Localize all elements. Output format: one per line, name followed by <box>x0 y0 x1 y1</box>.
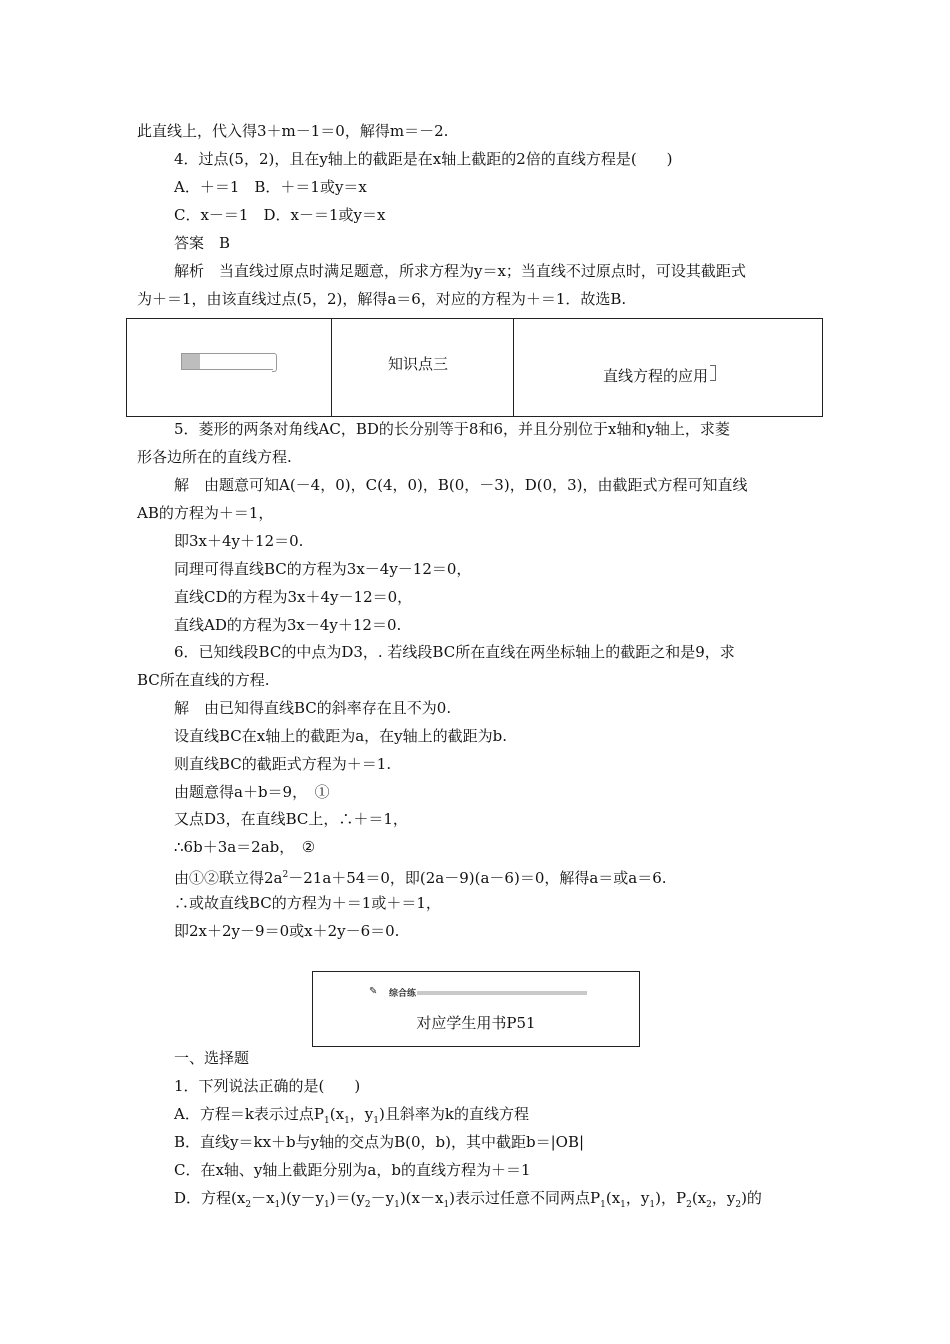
solution-6-line: 即2x＋2y－9＝0或x＋2y－6＝0. <box>174 922 400 940</box>
mc-option-b: B．直线y＝kx＋b与y轴的交点为B(0，b)，其中截距b＝|OB| <box>174 1133 585 1151</box>
table-cell-point <box>331 319 514 416</box>
bracket-icon <box>710 365 716 381</box>
solution-6-line: 又点D3，在直线BC上，∴＋＝1， <box>174 810 408 828</box>
solution-5-line: 解 由题意可知A(－4，0)，C(4，0)，B(0，－3)，D(0，3)，由截距式方程可知直线 <box>174 476 748 494</box>
practice-section-box <box>312 971 640 1047</box>
solution-5-line: 同理可得直线BC的方程为3x－4y－12＝0， <box>174 560 472 578</box>
practice-label: 综合练 <box>389 989 417 999</box>
divider <box>417 991 587 995</box>
question-6: 6．已知线段BC的中点为D3，. 若线段BC所在直线在两坐标轴上的截距之和是9，求 <box>174 643 735 661</box>
solution-6-line: 由①②联立得$2a^2-21a+54=0$，即(2a－9)(a－6)＝0，解得a＝或a＝6. <box>174 869 667 887</box>
progress-bar-icon <box>181 353 273 370</box>
solution-5-line: 即3x＋4y＋12＝0. <box>174 532 304 550</box>
question-4: 4．过点(5，2)，且在y轴上的截距是在x轴上截距的2倍的直线方程是( ) <box>174 150 673 168</box>
question-6-cont: BC所在直线的方程. <box>137 671 270 689</box>
section-heading: 一、选择题 <box>174 1049 250 1067</box>
question-5-cont: 形各边所在的直线方程. <box>137 448 292 466</box>
table-cell-icon <box>127 319 332 416</box>
question-4-answer: 答案 B <box>174 234 231 252</box>
text-line: 此直线上，代入得3＋m－1＝0，解得m＝－2. <box>137 122 449 140</box>
mc-option-a: A．方程＝k表示过点$P_1(x_1$，$y_1$)且斜率为k的直线方程 <box>174 1105 529 1126</box>
question-4-explanation-cont: 为＋＝1，由该直线过点(5，2)，解得a＝6，对应的方程为＋＝1．故选B. <box>137 290 627 308</box>
question-4-explanation: 解析 当直线过原点时满足题意，所求方程为y＝x；当直线不过原点时，可设其截距式 <box>174 262 746 280</box>
solution-6-line: 则直线BC的截距式方程为＋＝1. <box>174 755 392 773</box>
solution-6-line: ∴6b＋3a＝2ab， ② <box>174 838 316 856</box>
solution-6-line: 解 由已知得直线BC的斜率存在且不为0. <box>174 699 452 717</box>
solution-5-line: 直线CD的方程为3x＋4y－12＝0， <box>174 588 413 606</box>
practice-badge-icon: ✎ <box>369 986 378 997</box>
solution-6-line: 由题意得a＋b＝9， ① <box>174 783 330 801</box>
textbook-reference: 对应学生用书P51 <box>416 1014 536 1032</box>
solution-5-line: 直线AD的方程为3x－4y＋12＝0. <box>174 616 402 634</box>
mc-option-c: C．在x轴、y轴上截距分别为a，b的直线方程为＋＝1 <box>174 1161 531 1179</box>
question-4-options-ab: A．＋＝1 B．＋＝1或y＝x <box>174 178 367 196</box>
knowledge-topic-title: 直线方程的应用 <box>603 365 716 386</box>
knowledge-point-table <box>126 318 823 417</box>
knowledge-point-label: 知识点三 <box>388 355 449 373</box>
mc-question-1: 1．下列说法正确的是( ) <box>174 1077 361 1095</box>
solution-6-line: 设直线BC在x轴上的截距为a，在y轴上的截距为b. <box>174 727 508 745</box>
question-5: 5．菱形的两条对角线AC，BD的长分别等于8和6，并且分别位于x轴和y轴上，求菱 <box>174 420 730 438</box>
question-4-options-cd: C．x－＝1 D．x－＝1或y＝x <box>174 206 386 224</box>
solution-5-line: AB的方程为＋＝1， <box>137 504 274 522</box>
solution-6-line: ∴或故直线BC的方程为＋＝1或＋＝1， <box>174 894 441 912</box>
mc-option-d: D．方程$(x_2-x_1)(y-y_1)=(y_2-y_1)(x-x_1)$表示过任意不同两点$P_1(x_1$，$y_1$)，$P_2(x_2$，$y_2$)的 <box>174 1189 762 1210</box>
